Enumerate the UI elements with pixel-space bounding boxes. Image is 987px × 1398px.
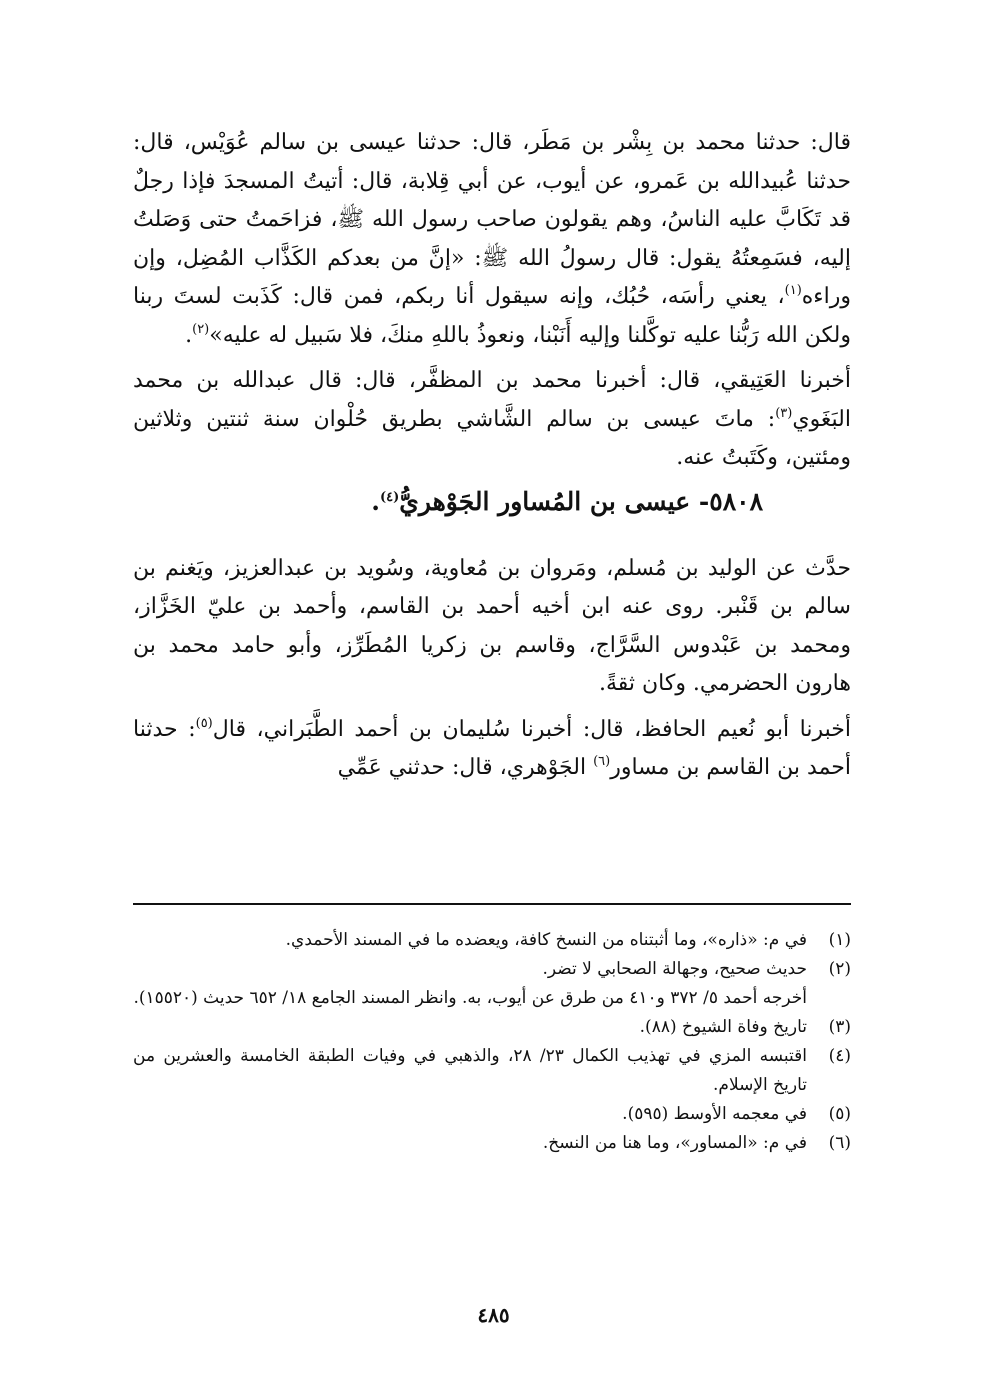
footnote-number: (١): [828, 930, 851, 950]
footnote-number: (٣): [828, 1017, 851, 1037]
footnote-item: [133, 1042, 851, 1100]
footnote-text: تاريخ وفاة الشيوخ (٨٨).: [639, 1017, 807, 1037]
paragraph-text: الجَوْهري، قال: حدثني عَمِّي: [337, 755, 594, 780]
footnotes: [133, 926, 851, 1158]
paragraph-biography: [133, 550, 851, 704]
paragraph-text: ، يعني رأسَه، حُبُك، وإنه سيقول أنا ربكم، فمن قال: كَذَبت لستَ ربنا ولكن الله رَبُّنا عليه توكَّلنا وإليه أَنَبْنا، ونعوذُ باللهِ منكَ، فلا سَبيل له عليه»: [133, 284, 851, 348]
entry-heading: [133, 482, 851, 522]
entry-title: - عيسى بن المُساور الجَوْهريُّ: [399, 486, 710, 516]
footnote-text: حديث صحيح، وجهالة الصحابي لا تضر.: [542, 959, 807, 979]
paragraph-isnad: [133, 711, 851, 788]
paragraph-text: قال: حدثنا محمد بن بِشْر بن مَطَر، قال: حدثنا عيسى بن سالم عُوَيْس، قال: حدثنا عُبيدالله بن عَمرو، عن أيوب، عن أبي قِلابة، قال: أتيتُ المسجدَ فإذا رجلٌ قد تَكَابَّ عليه الناسُ، وهم يقولون صاحب رسول الله ﷺ، فزاحَمتُ حتى وَصَلتُ إليه، فسَمِعتُهُ يقول: قال رسولُ الله ﷺ: «إنَّ من بعدكم الكَذَّاب المُضِل، وإن وراءه: [133, 130, 851, 309]
paragraph-text: .: [185, 322, 193, 348]
paragraph-text: حدَّث عن الوليد بن مُسلم، ومَروان بن مُعاوية، وسُويد بن عبدالعزيز، ويَغنم بن سالم بن قَنْبر. روى عنه ابن أخيه أحمد بن القاسم، وأحمد بن عليّ الخَزَّاز، ومحمد بن عَبْدوس السَّرَّاج، وقاسم بن زكريا المُطَرِّز، وأبو حامد محمد بن هارون الحضرمي. وكان ثقةً.: [133, 555, 851, 696]
entry-title-end: .: [371, 486, 380, 516]
footnote-item: [133, 984, 851, 1013]
footnote-text: في م: «ذاره»، وما أثبتناه من النسخ كافة، ويعضده ما في المسند الأحمدي.: [285, 930, 807, 950]
footnote-ref: (١): [784, 283, 802, 298]
page-number: ٤٨٥: [477, 1303, 510, 1327]
paragraph-hadith: [133, 124, 851, 355]
paragraph-death-note: [133, 362, 851, 478]
footnote-text: في م: «المساور»، وما هنا من النسخ.: [542, 1133, 807, 1153]
footnote-ref: (٦): [593, 754, 611, 769]
paragraph-text: أخبرنا أبو نُعيم الحافظ، قال: أخبرنا سُليمان بن أحمد الطَّبَراني، قال: [212, 716, 851, 742]
footnote-text: في معجمه الأوسط (٥٩٥).: [622, 1104, 807, 1124]
footnote-number: (٦): [828, 1133, 851, 1153]
footnote-item: [133, 1013, 851, 1042]
footnote-number: (٢): [828, 959, 851, 979]
footnote-number: (٤): [828, 1046, 851, 1066]
main-text: [133, 124, 851, 788]
footnote-ref: (٢): [192, 321, 210, 337]
paragraph-text: : حدثنا أحمد بن القاسم بن مساور: [133, 716, 851, 780]
footnote-ref: (٤): [379, 489, 400, 505]
footnote-ref: (٣): [775, 405, 793, 421]
footnote-text: اقتبسه المزي في تهذيب الكمال ٢٣/ ٢٨، والذهبي في وفيات الطبقة الخامسة والعشرين من تاريخ الإسلام.: [133, 1046, 807, 1095]
footnote-item: [133, 1129, 851, 1158]
paragraph-text: : ماتَ عيسى بن سالم الشَّاشي بطريق حُلْوان سنة ثنتين وثلاثين ومئتين، وكَتَبتُ عنه.: [133, 406, 851, 470]
footnote-divider: [133, 903, 851, 905]
entry-number: ٥٨٠٨: [709, 486, 763, 516]
footnote-number: (٥): [828, 1104, 851, 1124]
footnote-item: [133, 955, 851, 984]
footnote-item: [133, 1100, 851, 1129]
footnote-ref: (٥): [195, 715, 213, 731]
paragraph-text: أخبرنا العَتِيقي، قال: أخبرنا محمد بن المظفَّر، قال: قال عبدالله بن محمد البَغَوي: [133, 368, 851, 432]
footnote-item: [133, 926, 851, 955]
footnote-text: أخرجه أحمد ٥/ ٣٧٢ و٤١٠ من طرق عن أيوب، به. وانظر المسند الجامع ١٨/ ٦٥٢ حديث (١٥٥٢٠).: [133, 988, 807, 1008]
